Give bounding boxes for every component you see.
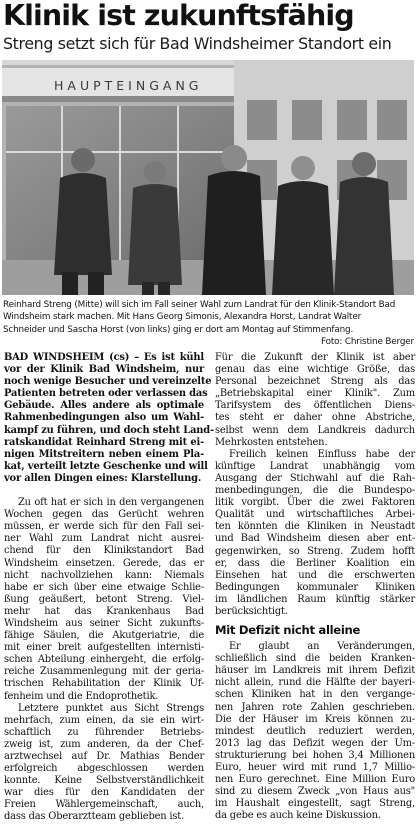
left-paragraph-1	[4, 497, 204, 703]
text-line: schen Abteilung einhergeht, die erfolg-	[4, 654, 204, 666]
text-line: trischen Rehabilitation der Klinik Uf-	[4, 678, 204, 690]
right-paragraph-1	[215, 352, 415, 449]
text-line: nicht nachvollziehen kann: Niemals	[4, 569, 204, 581]
lead-paragraph	[4, 352, 214, 485]
photo-caption	[3, 299, 414, 349]
text-line: chend für den Klinikstandort Bad	[4, 545, 204, 557]
text-line: im ländlichen Raum künftig stärker	[215, 593, 415, 605]
text-line: häuser im Landkreis mit ihrem Defizit	[215, 665, 415, 677]
headline: Klinik ist zukunftsfähig	[3, 0, 354, 32]
text-line: kampf zu führen, und doch steht Land-	[4, 424, 214, 436]
text-line: da gebe es auch keine Diskussion.	[215, 810, 381, 822]
text-line: Gebäude. Alles andere als optimale	[4, 400, 204, 412]
left-column	[4, 352, 214, 824]
text-line: Tarifsystem des öffentlichen Diens-	[215, 400, 415, 412]
text-line: Für die Zukunft der Klinik ist aber	[215, 352, 415, 363]
text-line: im Haushalt eingestellt, sagt Streng,	[215, 798, 415, 810]
right-paragraph-3	[215, 641, 415, 822]
text-line: selbst wenn dem Landkreis dadurch	[215, 424, 415, 436]
text-line: Zu oft hat er sich in den vergangenen	[18, 497, 204, 509]
text-line: nigen Mitstreitern neben einem Pla-	[4, 448, 204, 460]
text-line: Mehrkosten entstehen.	[215, 436, 328, 448]
text-line: berücksichtigt.	[215, 605, 288, 617]
text-line: fähige Säulen, die Akutgeriatrie, die	[4, 630, 204, 642]
caption-line: Windsheim stark machen. Mit Hans Georg Simonis, Alexandra Horst, Landrat Walter	[3, 312, 362, 323]
text-line: Letztere punktet aus Sicht Strengs	[18, 702, 204, 714]
text-line: tes steht er daher ohne Abstriche,	[215, 412, 415, 424]
text-line: 2013 lag das Defizit wegen der Um-	[215, 737, 415, 749]
text-line: strukturierung bei hohen 3,4 Millionen	[215, 749, 415, 761]
entrance-sign: HAUPTEINGANG	[54, 78, 203, 93]
text-line: nicht allein, rund die Hälfte der bayeri-	[215, 677, 415, 689]
text-line: vor der Klinik Bad Windsheim, nur	[4, 364, 204, 376]
text-line: menbedingungen, die die Bundespo-	[215, 485, 415, 497]
text-line: Personal bezeichnet Streng als das	[215, 376, 415, 388]
text-line: nen Jahren rote Zahlen geschrieben.	[215, 701, 415, 713]
text-line: und Bad Windsheim diesen aber ent-	[215, 533, 415, 545]
text-line: Freilich keinen Einfluss habe der	[229, 448, 415, 460]
text-line: schaftlich zu führender Betriebs-	[4, 726, 204, 738]
text-line: sind zu diesem Zweck „von Haus aus"	[215, 786, 415, 798]
subheadline: Streng setzt sich für Bad Windsheimer Standort ein	[3, 34, 392, 53]
caption-line: Schneider und Sascha Horst (von links) ging er dort am Montag auf Stimmenfang.	[3, 324, 354, 335]
text-line: konnte. Keine Selbstverständlichkeit	[4, 775, 204, 787]
caption-line: Reinhard Streng (Mitte) will sich im Fall seiner Wahl zum Landrat für den Klinik-Standort Bad	[3, 300, 396, 310]
text-line: schließlich sind die beiden Kranken-	[215, 653, 415, 665]
text-line: Rahmenbedingungen also um Wahl-	[4, 412, 204, 424]
right-column	[215, 352, 415, 822]
text-line: Windsheim einsetzen. Gerede, das er	[4, 557, 204, 569]
text-line: erfolgreich abgeschlossen werden	[4, 763, 204, 775]
text-line: habe er sich über eine etwaige Schlie-	[4, 581, 204, 593]
text-line: zweig ist, zum anderen, da der Chef-	[4, 738, 204, 750]
right-paragraph-2	[215, 449, 415, 618]
text-line: vor allen Dingen eines: Klarstellung.	[4, 472, 202, 484]
text-line: „Betriebskapital einer Klinik". Zum	[215, 388, 415, 400]
text-line: arztwechsel auf Dr. Mathias Bender	[4, 751, 204, 762]
text-line: war dies für den Kandidaten der	[4, 787, 204, 799]
text-line: ten könnten die Kliniken in Neustadt	[215, 521, 415, 533]
text-line: Wochen gegen das Gerücht wehren	[4, 509, 204, 521]
text-line: Qualität und wirtschaftliches Arbei-	[215, 509, 415, 521]
text-line: er, dass die Berliner Koalition ein	[215, 557, 415, 569]
text-line: Ausgang der Stichwahl auf die Rah-	[215, 472, 415, 484]
text-line: Windsheim aus seiner Sicht zukunfts-	[4, 617, 204, 629]
text-line: ßung geäußert, betont Streng. Viel-	[4, 593, 204, 605]
text-line: nen Euro gerechnet. Eine Million Euro	[215, 774, 415, 786]
text-line: mit einer breit aufgestellten internisti-	[4, 642, 204, 654]
text-line: mindest deutlich reduziert werden,	[215, 725, 415, 737]
text-line: noch wenige Besucher und vereinzelte	[4, 376, 212, 388]
text-line: schen Kliniken hat in den vergange-	[215, 689, 415, 701]
text-line: litik vorgibt. Über die zwei Faktoren	[215, 497, 415, 509]
section-subheading: Mit Defizit nicht alleine	[215, 623, 361, 638]
text-line: genau das eine wichtige Größe, das	[215, 364, 415, 376]
text-line: müssen, er werde sich für den Fall sei-	[4, 521, 204, 533]
left-paragraph-2	[4, 703, 204, 824]
text-line: Die der Häuser im Kreis können zu-	[215, 713, 415, 725]
text-line: Patienten betreten oder verlassen das	[4, 388, 208, 400]
text-line: ratskandidat Reinhard Streng mit ei-	[4, 436, 204, 448]
article-photo	[2, 60, 414, 295]
text-line: Euro, heuer wird mit rund 1,7 Millio-	[215, 762, 415, 773]
text-line: Bedingungen kommunaler Kliniken	[215, 581, 415, 593]
photo-credit: Foto: Christine Berger	[321, 337, 414, 348]
text-line: kat, verteilt letzte Geschenke und will	[4, 460, 208, 472]
text-line: mehr hat das Krankenhaus Bad	[4, 605, 204, 617]
text-line: Er glaubt an Veränderungen,	[229, 641, 415, 653]
text-line: künftige Landrat unabhängig vom	[215, 460, 415, 472]
text-line: mehrfach, zum einen, da sie ein wirt-	[4, 714, 204, 726]
text-line: Freien Wählergemeinschaft, auch,	[4, 799, 204, 811]
text-line: reiche Zusammenlegung mit der geria-	[4, 666, 204, 678]
text-line: BAD WINDSHEIM (cs) – Es ist kühl	[4, 352, 204, 363]
text-line: dass das Oberarztteam geblieben ist.	[4, 811, 185, 823]
text-line: gegenwirken, so Streng. Zudem hofft	[215, 545, 415, 557]
text-line: ner Wahl zum Landrat nicht ausrei-	[4, 533, 204, 545]
text-line: fenheim und die Endoprothetik.	[4, 690, 159, 702]
text-line: Einsehen hat und die erschwerten	[215, 569, 415, 581]
